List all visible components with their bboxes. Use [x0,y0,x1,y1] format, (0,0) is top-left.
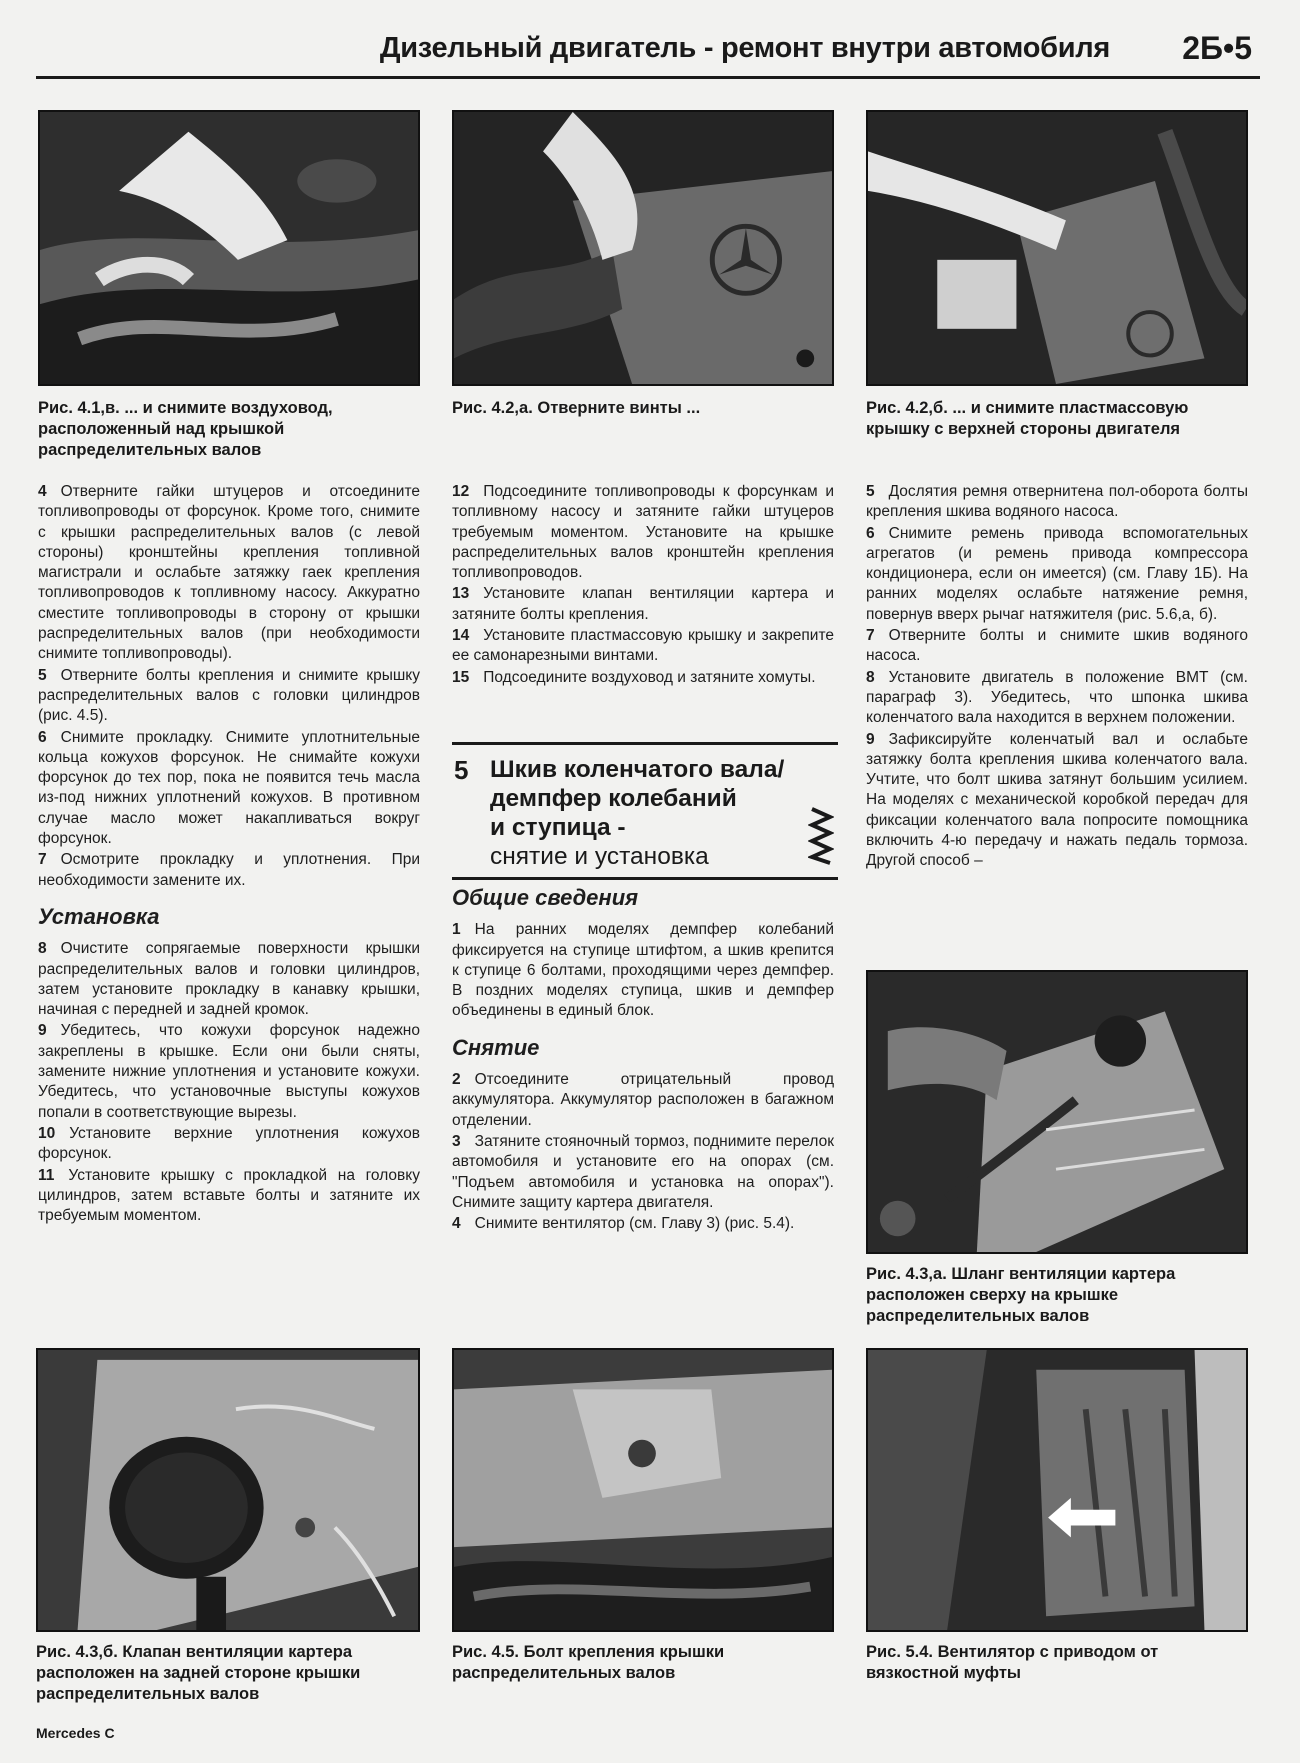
caption-fig-4-2b: Рис. 4.2,б. ... и снимите пластмассовую крышку с верхней стороны двигателя [866,399,1189,438]
subheading-removal: Снятие [452,1034,540,1060]
text-column-3: 5 Дослятия ремня отвернитена пол-оборота болты крепления шкива водяного насоса. 6 Снимите ремень привода вспомогательных агрегатов (и ремень привода компрессора кондиционера, если он имеется) (см. Главу 1Б). На ранних моделях ослабьте натяжение ремня, повернув вверх рычаг натяжителя (рис. 5.6,а, б). 7 Отверните болты и снимите шкив водяного насоса. 8 Установите двигатель в положение ВМТ (см. параграф 3). Убедитесь, что шпонка шкива коленчатого вала находится в верхнем положении. 9 Зафиксируйте коленчатый вал и ослабьте затяжку болта крепления шкива коленчатого вала. Учтите, что болт шкива затянут большим усилием. На моделях с механической коробкой передач для фиксации коленчатого вала попросите помощника включить 4-ю передачу и нажать педаль тормоза. Другой способ – [866,483,1248,870]
caption-fig-4-3b: Рис. 4.3,б. Клапан вентиляции картера расположен на задней стороне крышки распределительных валов [36,1643,361,1703]
page-footer: Mercedes C [36,1725,115,1741]
section-number: 5 [454,755,469,785]
page-number: 2Б•5 [1182,30,1252,66]
caption-fig-4-3a: Рис. 4.3,а. Шланг вентиляции картера расположен сверху на крышке распределительных валов [866,1265,1176,1325]
text-column-2-top: 12 Подсоедините топливопроводы к форсункам и топливному насосу и затяните гайки штуцеров требуемым моментом. Установите на крышке распределительных валов кронштейн крепления топливопроводов. 13 Установите клапан вентиляции картера и затяните болты крепления. 14 Установите пластмассовую крышку и закрепите ее самонарезными винтами. 15 Подсоедините воздуховод и затяните хомуты. [452,483,834,686]
photo-fig-4-1a [38,110,420,386]
photo-fig-4-5 [452,1348,834,1632]
section-5-heading [452,742,838,880]
text-column-2-bottom: Общие сведения 1 На ранних моделях демпфер колебаний фиксируется на ступице штифтом, а шкив крепится к ступице 6 болтами, проходящими через демпфер. В поздних моделях ступица, шкив и демпфер объединены в единый блок. Снятие 2 Отсоедините отрицательный провод аккумулятора. Аккумулятор расположен в багажном отделении. 3 Затяните стояночный тормоз, поднимите перелок автомобиля и установите его на опорах (см. "Подъем автомобиля и установка на опорах"). Снимите защиту картера двигателя. 4 Снимите вентилятор (см. Главу 3) (рис. 5.4). [452,885,834,1233]
caption-fig-4-1a: Рис. 4.1,в. ... и снимите воздуховод, расположенный над крышкой распределительных валов [38,399,333,459]
photo-fig-4-2b [866,110,1248,386]
caption-fig-4-2a: Рис. 4.2,а. Отверните винты ... [452,399,701,417]
subheading-installation: Установка [38,903,160,929]
photo-fig-4-2a [452,110,834,386]
page-header [36,28,1260,79]
subheading-general: Общие сведения [452,885,639,910]
wrench-icon [808,805,834,867]
page-title: Дизельный двигатель - ремонт внутри автомобиля [379,32,1110,64]
photo-fig-4-3a [866,970,1248,1254]
photo-fig-4-3b [36,1348,420,1632]
text-column-1: 4 Отверните гайки штуцеров и отсоедините топливопроводы от форсунок. Кроме того, снимите с крышки распределительных валов (с левой стороны) кронштейны крепления топливной магистрали и ослабьте затяжку гаек крепления топливопроводов к топливному насосу. Аккуратно сместите топливопроводы в сторону от крышки распределительных валов (при необходимости снимите топливопроводы). 5 Отверните болты крепления и снимите крышку распределительных валов с головки цилиндров (рис. 4.5). 6 Снимите прокладку. Снимите уплотнительные кольца кожухов форсунок. Не снимайте кожухи форсунок до тех пор, пока не появится течь масла из-под нижних уплотнений кожухов. В противном случае масло может накапливаться вокруг форсунок. 7 Осмотрите прокладку и уплотнения. При необходимости замените их. Установка 8 Очистите сопрягаемые поверхности крышки распределительных валов и головки цилиндров, затем установите прокладку в канавку крышки, начиная с передней и задней кромок. 9 Убедитесь, что кожухи форсунок надежно закреплены в крышке. Если они были сняты, замените нижние уплотнения и установите кожухи. Убедитесь, что установочные выступы кожухов попали в соответствующие вырезы. 10 Установите верхние уплотнения кожухов форсунок. 11 Установите крышку с прокладкой на головку цилиндров, затем вставьте болты и затяните их требуемым моментом. [38,483,420,1225]
caption-fig-5-4: Рис. 5.4. Вентилятор с приводом от вязкостной муфты [866,1643,1159,1682]
caption-fig-4-5: Рис. 4.5. Болт крепления крышки распределительных валов [452,1643,725,1682]
section-title: Шкив коленчатого вала/ демпфер колебаний и ступица - снятие и установка [490,756,785,870]
photo-fig-5-4 [866,1348,1248,1632]
